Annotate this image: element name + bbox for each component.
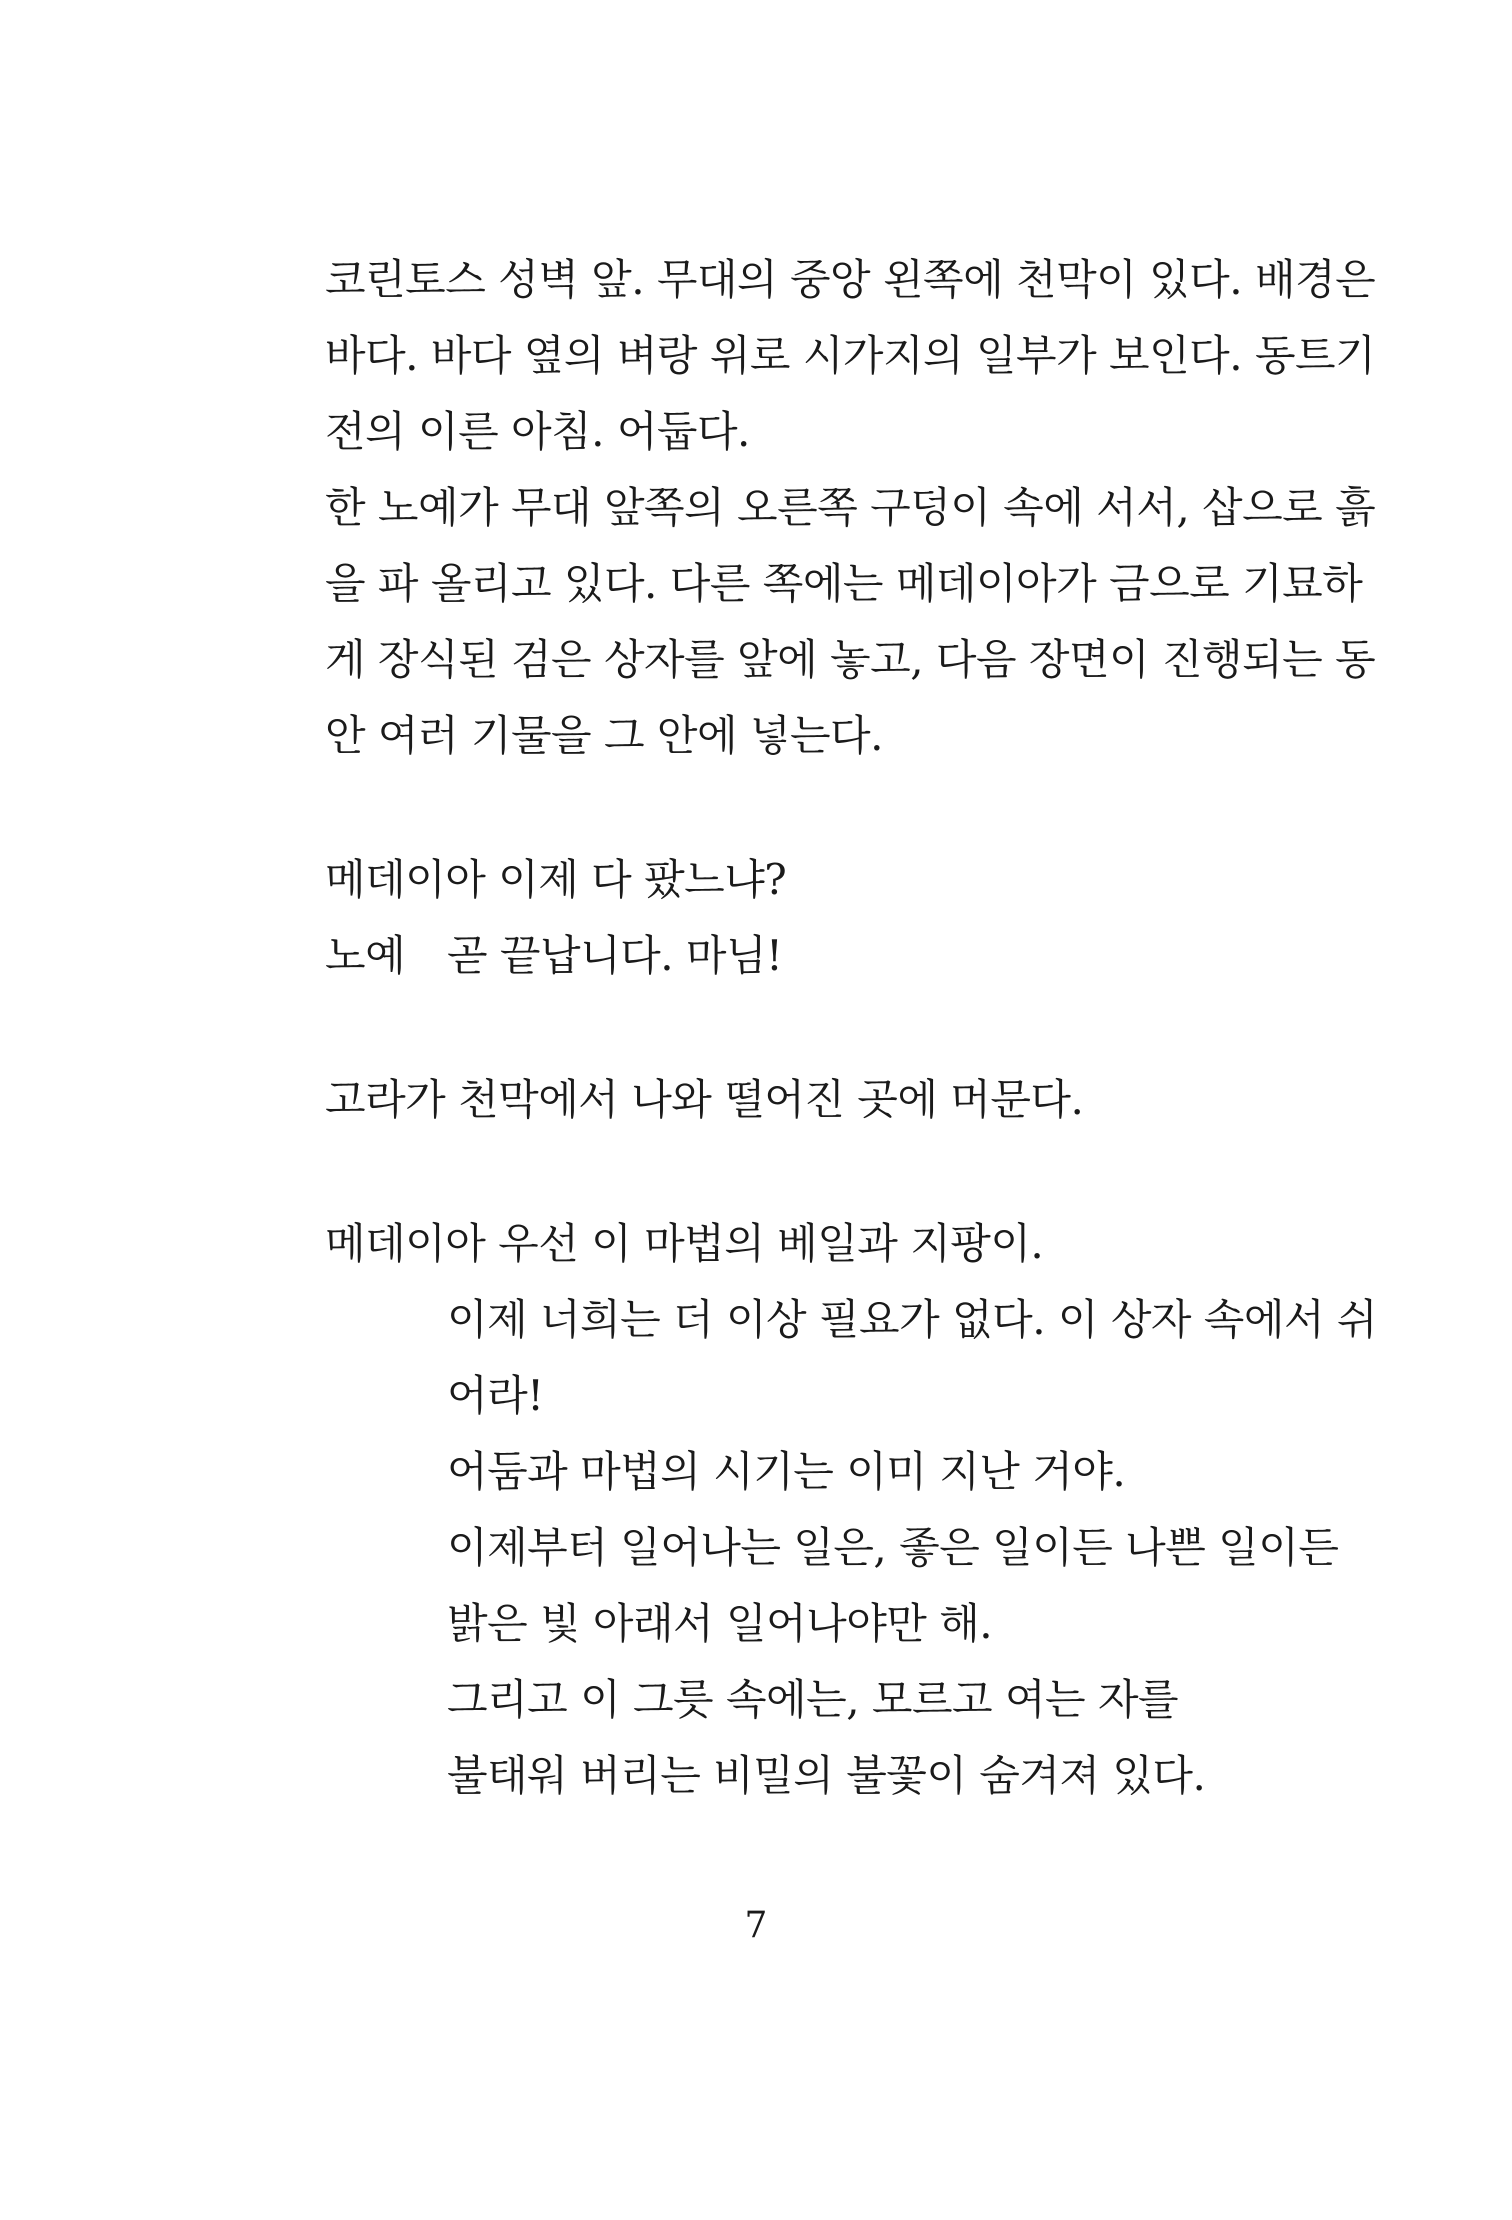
dialogue-text: 이제 다 팠느냐? (498, 855, 787, 904)
page-number: 7 (744, 1905, 768, 1946)
dialogue-text: 우선 이 마법의 베일과 지팡이. (498, 1219, 1044, 1268)
stage-direction-line: 코린토스 성벽 앞. 무대의 중앙 왼쪽에 천막이 있다. 배경은 (325, 255, 1376, 304)
speaker-name: 메데이아 (325, 1219, 486, 1268)
dialogue-continuation: 밝은 빛 아래서 일어나야만 해. (447, 1599, 993, 1648)
dialogue-continuation: 불태워 버리는 비밀의 불꽃이 숨겨져 있다. (447, 1751, 1206, 1800)
stage-direction-line: 고라가 천막에서 나와 떨어진 곳에 머문다. (325, 1075, 1084, 1124)
dialogue-continuation: 어라! (447, 1371, 544, 1420)
dialogue-line (325, 926, 782, 986)
dialogue-continuation: 그리고 이 그릇 속에는, 모르고 여는 자를 (447, 1675, 1179, 1724)
stage-direction-line: 바다. 바다 옆의 벼랑 위로 시가지의 일부가 보인다. 동트기 (325, 331, 1376, 380)
speaker-name: 메데이아 (325, 855, 486, 904)
stage-direction-line: 한 노예가 무대 앞쪽의 오른쪽 구덩이 속에 서서, 삽으로 흙 (325, 483, 1376, 532)
dialogue-continuation: 어둠과 마법의 시기는 이미 지난 거야. (447, 1447, 1126, 1496)
stage-direction-line: 전의 이른 아침. 어둡다. (325, 407, 750, 456)
dialogue-continuation: 이제부터 일어나는 일은, 좋은 일이든 나쁜 일이든 (447, 1523, 1339, 1572)
dialogue-continuation: 이제 너희는 더 이상 필요가 없다. 이 상자 속에서 쉬 (447, 1295, 1377, 1344)
speaker-name: 노예 (325, 931, 406, 980)
dialogue-line (325, 850, 786, 910)
stage-direction-line: 을 파 올리고 있다. 다른 쪽에는 메데이아가 금으로 기묘하 (325, 559, 1363, 608)
stage-direction-line: 게 장식된 검은 상자를 앞에 놓고, 다음 장면이 진행되는 동 (325, 635, 1376, 684)
dialogue-line (325, 1214, 1043, 1274)
dialogue-text: 곧 끝납니다. 마님! (447, 931, 783, 980)
stage-direction-line: 안 여러 기물을 그 안에 넣는다. (325, 711, 883, 760)
